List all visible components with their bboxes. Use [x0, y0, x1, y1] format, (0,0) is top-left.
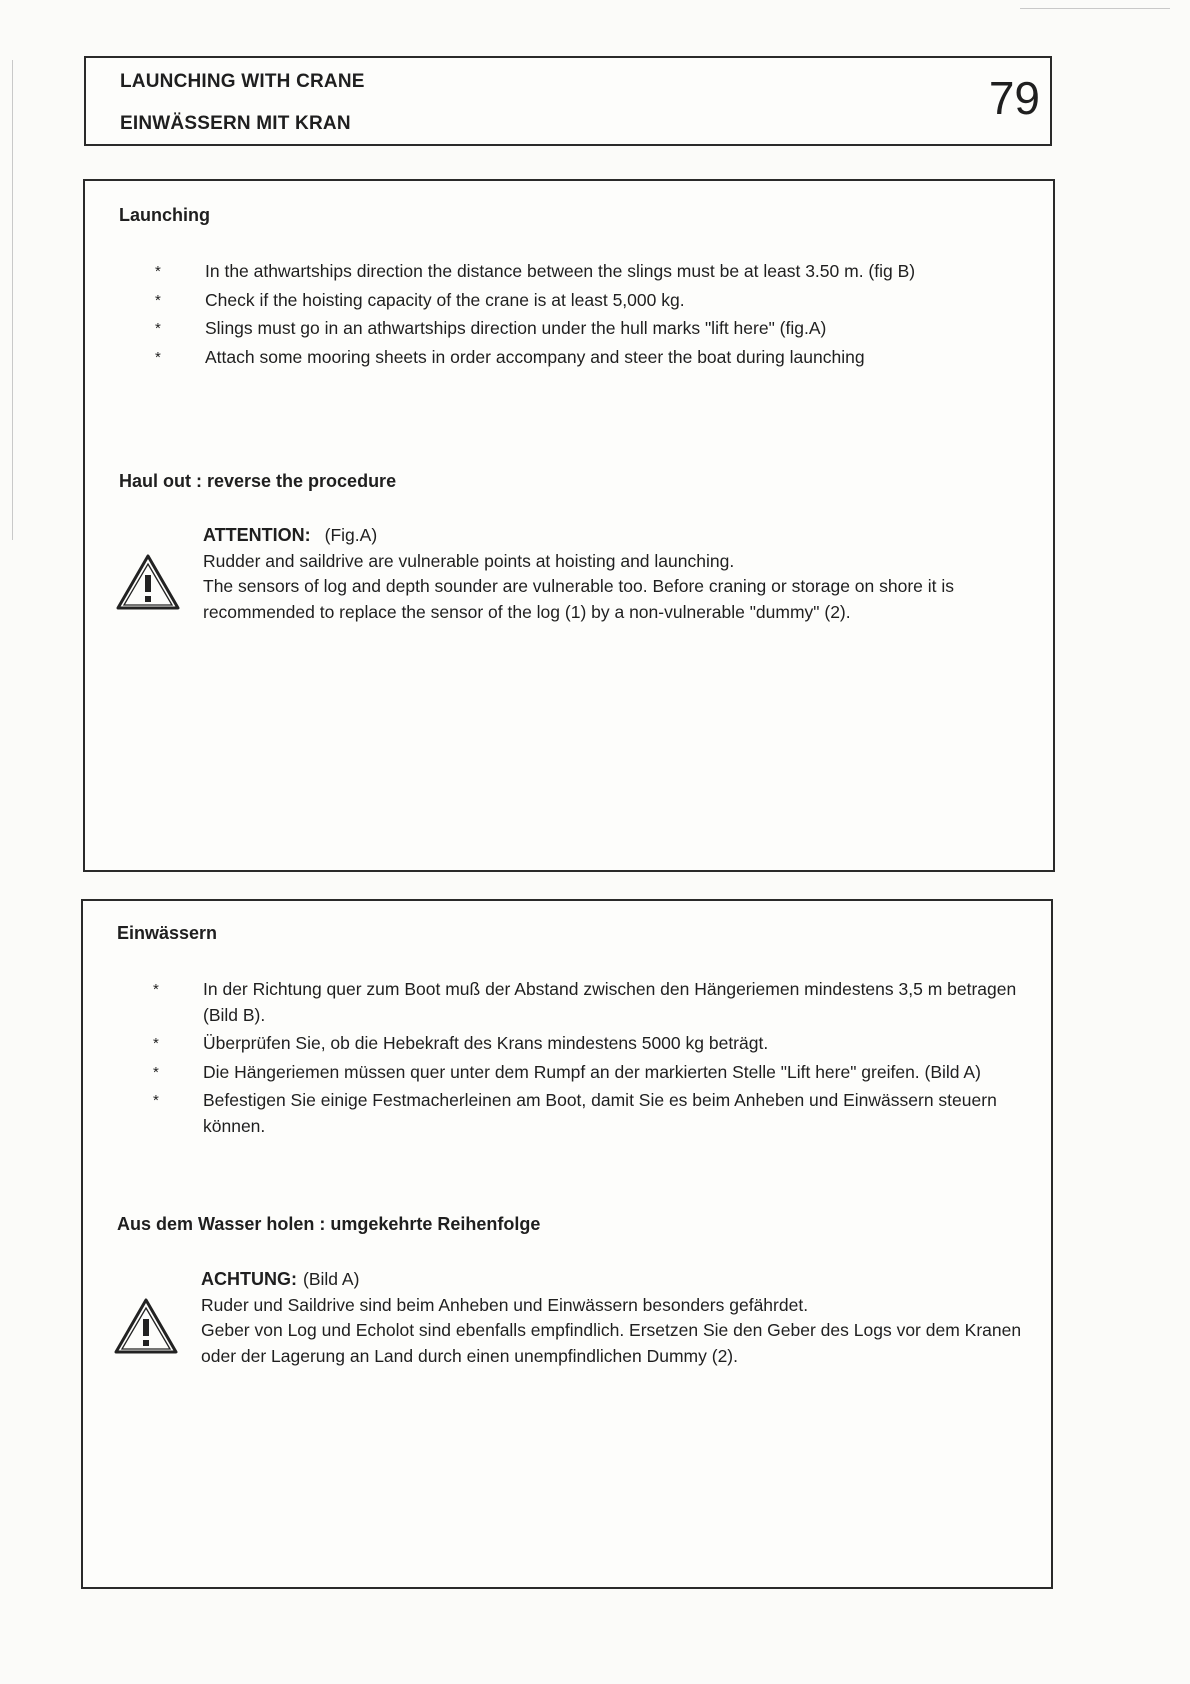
scan-edge-top	[1020, 8, 1170, 9]
bullet-list	[119, 259, 1033, 370]
list-item	[117, 1088, 1031, 1139]
section-heading: Einwässern	[117, 923, 218, 943]
attention-line: Ruder und Saildrive sind beim Anheben und Einwässern besonders gefährdet.	[201, 1294, 809, 1315]
asterisk-bullet-icon: *	[155, 348, 161, 366]
asterisk-bullet-icon: *	[153, 981, 159, 998]
attention-text	[203, 523, 1033, 625]
english-section	[83, 179, 1055, 872]
attention-line: Rudder and saildrive are vulnerable points at hoisting and launching.	[203, 550, 735, 571]
asterisk-bullet-icon: *	[155, 320, 161, 337]
attention-block	[113, 1267, 1031, 1369]
attention-ref: (Fig.A)	[324, 525, 378, 545]
haul-out-heading: Haul out : reverse the procedure	[119, 471, 397, 491]
haul-out-heading: Aus dem Wasser holen : umgekehrte Reihenfolge	[117, 1214, 541, 1234]
list-item	[119, 316, 1033, 342]
list-item-text: Slings must go in an athwartships direction under the hull marks "lift here" (fig.A)	[205, 318, 827, 338]
list-item	[119, 288, 1033, 314]
page-header	[84, 56, 1052, 146]
list-item	[117, 1031, 1031, 1057]
list-item-text: Überprüfen Sie, ob die Hebekraft des Krans mindestens 5000 kg beträgt.	[203, 1033, 769, 1053]
page-number: 79	[988, 72, 1040, 124]
list-item-text: Check if the hoisting capacity of the crane is at least 5,000 kg.	[205, 289, 685, 310]
bullet-list	[117, 977, 1031, 1139]
header-title-de: EINWÄSSERN MIT KRAN	[120, 113, 351, 134]
german-section	[81, 899, 1053, 1589]
attention-text	[201, 1267, 1031, 1369]
asterisk-bullet-icon: *	[153, 1063, 159, 1081]
list-item	[119, 259, 1033, 285]
list-item	[117, 1060, 1031, 1086]
header-title-en: LAUNCHING WITH CRANE	[120, 71, 365, 92]
list-item-text: Befestigen Sie einige Festmacherleinen am Boot, damit Sie es beim Anheben und Einwässern steuern können.	[203, 1090, 997, 1136]
attention-title: ATTENTION:	[203, 525, 311, 545]
list-item-text: Die Hängeriemen müssen quer unter dem Rumpf an der markierten Stelle "Lift here" greifen. (Bild A)	[203, 1061, 981, 1082]
list-item-text: In the athwartships direction the distance between the slings must be at least 3.50 m. (fig B)	[205, 261, 916, 281]
list-item	[117, 977, 1031, 1028]
list-item	[119, 345, 1033, 371]
attention-line: Geber von Log und Echolot sind ebenfalls empfindlich. Ersetzen Sie den Geber des Logs vor dem Kranen oder der Lagerung an Land durch einen unempfindlichen Dummy (2).	[201, 1320, 1022, 1366]
scan-edge-left	[12, 60, 13, 540]
warning-triangle-icon	[113, 1297, 179, 1355]
attention-ref: (Bild A)	[303, 1269, 360, 1289]
asterisk-bullet-icon: *	[153, 1092, 159, 1109]
list-item-text: In der Richtung quer zum Boot muß der Abstand zwischen den Hängeriemen mindestens 3,5 m betragen (Bild B).	[203, 979, 1017, 1025]
section-heading: Launching	[119, 205, 210, 225]
attention-block	[115, 523, 1033, 625]
warning-triangle-icon	[115, 553, 181, 611]
asterisk-bullet-icon: *	[153, 1035, 159, 1052]
attention-line: The sensors of log and depth sounder are vulnerable too. Before craning or storage on shore it is recommended to replace the sensor of the log (1) by a non-vulnerable "dummy" (2).	[203, 576, 955, 622]
asterisk-bullet-icon: *	[155, 291, 161, 309]
attention-title: ACHTUNG:	[201, 1269, 297, 1289]
list-item-text: Attach some mooring sheets in order accompany and steer the boat during launching	[205, 346, 865, 367]
asterisk-bullet-icon: *	[155, 263, 161, 280]
